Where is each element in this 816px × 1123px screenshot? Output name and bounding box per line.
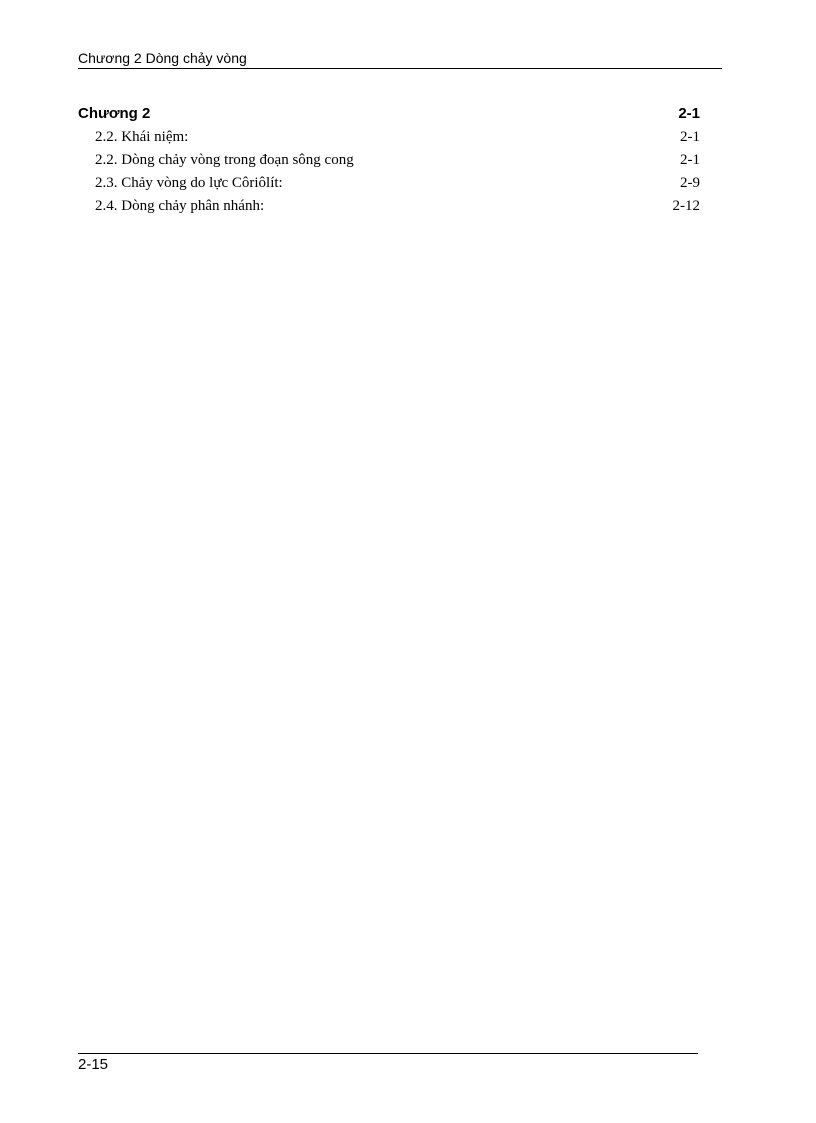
toc-entry-label: 2.2. Khái niệm: bbox=[95, 129, 189, 145]
toc-entry-label: 2.2. Dòng chảy vòng trong đoạn sông cong bbox=[95, 152, 354, 168]
toc-entry-page: 2-1 bbox=[680, 152, 700, 168]
toc-entry-page: 2-1 bbox=[678, 105, 700, 122]
table-of-contents bbox=[78, 102, 700, 218]
running-header: Chương 2 Dòng chảy vòng bbox=[78, 50, 247, 66]
toc-entry-page: 2-1 bbox=[680, 129, 700, 145]
toc-entry-page: 2-9 bbox=[680, 175, 700, 191]
toc-entry-chapter-2[interactable] bbox=[78, 102, 700, 126]
toc-entry-dong-chay-vong-song-cong[interactable] bbox=[78, 149, 700, 172]
toc-entry-khai-niem[interactable] bbox=[78, 126, 700, 149]
toc-entry-dong-chay-phan-nhanh[interactable] bbox=[78, 195, 700, 218]
header-divider bbox=[78, 68, 722, 69]
toc-entry-label: Chương 2 bbox=[78, 105, 151, 122]
toc-entry-label: 2.3. Chảy vòng do lực Côriôlít: bbox=[95, 175, 283, 191]
toc-entry-label: 2.4. Dòng chảy phân nhánh: bbox=[95, 198, 265, 214]
toc-entry-page: 2-12 bbox=[672, 198, 700, 214]
page-number: 2-15 bbox=[78, 1056, 109, 1073]
toc-entry-chay-vong-coriolit[interactable] bbox=[78, 172, 700, 195]
footer-divider bbox=[78, 1053, 698, 1054]
